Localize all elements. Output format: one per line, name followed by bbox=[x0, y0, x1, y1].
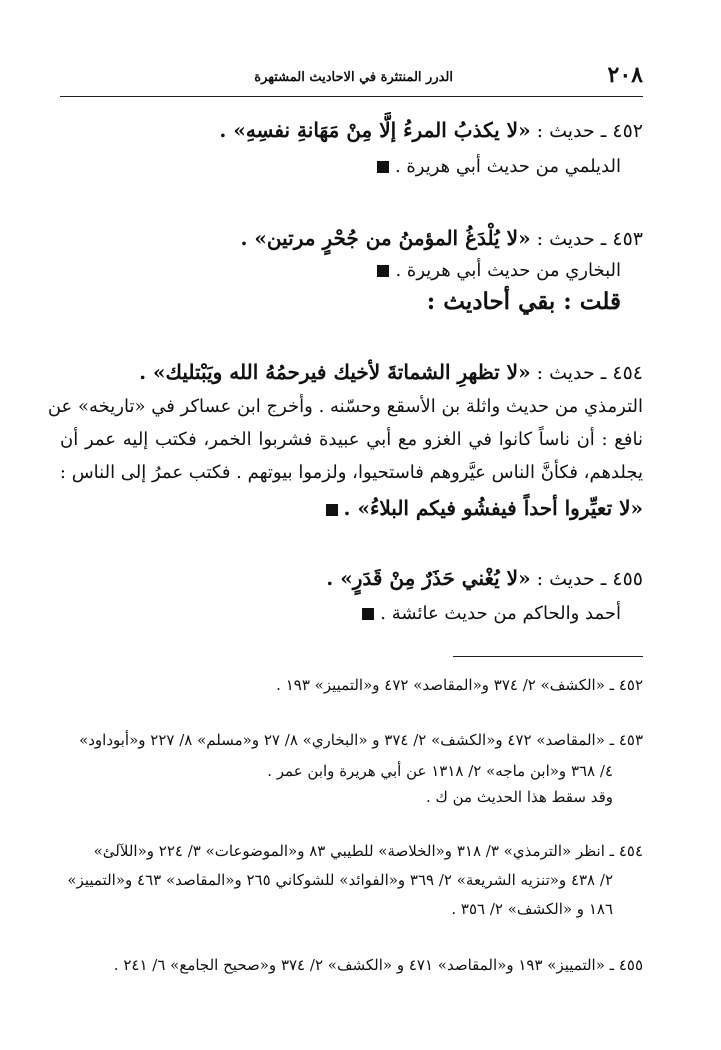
hadith-number: ٤٥٢ ـ حديث : bbox=[536, 120, 643, 142]
footnote-454-line: ١٨٦ و «الكشف» ٢/ ٣٥٦ . bbox=[451, 900, 613, 918]
hadith-number: ٤٥٥ ـ حديث : bbox=[536, 568, 643, 590]
hadith-455-source bbox=[60, 603, 621, 625]
section-subheading: قلت : بقي أحاديث : bbox=[426, 288, 621, 315]
end-square-icon bbox=[377, 265, 389, 277]
hadith-453-heading bbox=[60, 226, 643, 251]
hadith-454-body-line: يجلدهم، فكأنَّ الناس عيَّروهم فاستحيوا، ولزموا بيوتهم . فكتب عمرُ إلى الناس : bbox=[59, 462, 643, 483]
book-title: الدرر المنتثرة في الاحاديث المشتهرة bbox=[254, 70, 453, 85]
source-text: الديلمي من حديث أبي هريرة . bbox=[394, 156, 621, 177]
footnote-453-line: ٤/ ٣٦٨ و«ابن ماجه» ٢/ ١٣١٨ عن أبي هريرة وابن عمر . bbox=[267, 762, 613, 780]
hadith-number: ٤٥٣ ـ حديث : bbox=[536, 228, 643, 250]
hadith-text: «لا تظهرِ الشماتةَ لأخيك فيرحمُهُ الله ويَبْتليك» . bbox=[139, 360, 531, 384]
running-head bbox=[60, 62, 643, 97]
source-text: البخاري من حديث أبي هريرة . bbox=[395, 260, 621, 281]
hadith-number: ٤٥٤ ـ حديث : bbox=[536, 362, 643, 384]
hadith-text: «لا يُلْدَغُ المؤمنُ من جُحْرٍ مرتين» . bbox=[240, 226, 531, 250]
footnote-452: ٤٥٢ ـ «الكشف» ٢/ ٣٧٤ و«المقاصد» ٤٧٢ و«التمييز» ١٩٣ . bbox=[276, 676, 643, 694]
footnote-453-line: ٤٥٣ ـ «المقاصد» ٤٧٢ و«الكشف» ٢/ ٣٧٤ و «البخاري» ٨/ ٢٧ و«مسلم» ٨/ ٢٢٧ و«أبوداود» bbox=[79, 731, 643, 749]
hadith-454-heading bbox=[60, 360, 643, 385]
footnote-453-line: وقد سقط هذا الحديث من ك . bbox=[425, 788, 613, 806]
footnote-divider bbox=[453, 656, 643, 657]
hadith-text: «لا يكذبُ المرءُ إلَّا مِنْ مَهَانةِ نفسِهِ» . bbox=[219, 118, 531, 142]
closing-quote: «لا تعيِّروا أحداً فيفشُو فيكم البلاءُ» . bbox=[343, 496, 643, 520]
source-text: أحمد والحاكم من حديث عائشة . bbox=[380, 603, 621, 624]
hadith-454-body-line: نافع : أن ناساً كانوا في الغزو مع أبي عبيدة فشربوا الخمر، فكتب إليه عمر أن bbox=[60, 429, 643, 450]
footnote-455: ٤٥٥ ـ «التمييز» ١٩٣ و«المقاصد» ٤٧١ و «الكشف» ٢/ ٣٧٤ و«صحيح الجامع» ٦/ ٢٤١ . bbox=[113, 956, 643, 974]
page-number: ٢٠٨ bbox=[607, 62, 643, 88]
end-square-icon bbox=[377, 161, 389, 173]
hadith-454-closing bbox=[60, 496, 643, 521]
end-square-icon bbox=[362, 608, 374, 620]
end-square-icon bbox=[326, 504, 338, 516]
footnote-454-line: ٢/ ٤٣٨ و«تنزيه الشريعة» ٢/ ٣٦٩ و«الفوائد» للشوكاني ٢٦٥ و«المقاصد» ٤٦٣ و«التمييز» bbox=[67, 871, 613, 889]
hadith-text: «لا يُغْني حَذَرٌ مِنْ قَدَرٍ» . bbox=[326, 566, 531, 590]
hadith-452-source bbox=[60, 156, 621, 178]
hadith-452-heading bbox=[60, 118, 643, 143]
hadith-455-heading bbox=[60, 566, 643, 591]
hadith-453-source bbox=[60, 260, 621, 282]
footnote-454-line: ٤٥٤ ـ انظر «الترمذي» ٣/ ٣١٨ و«الخلاصة» للطيبي ٨٣ و«الموضوعات» ٣/ ٢٢٤ و«اللآلئ» bbox=[93, 842, 643, 860]
hadith-454-body-line: الترمذي من حديث واثلة بن الأسقع وحسّنه . وأخرج ابن عساكر في «تاريخه» عن bbox=[47, 396, 643, 417]
